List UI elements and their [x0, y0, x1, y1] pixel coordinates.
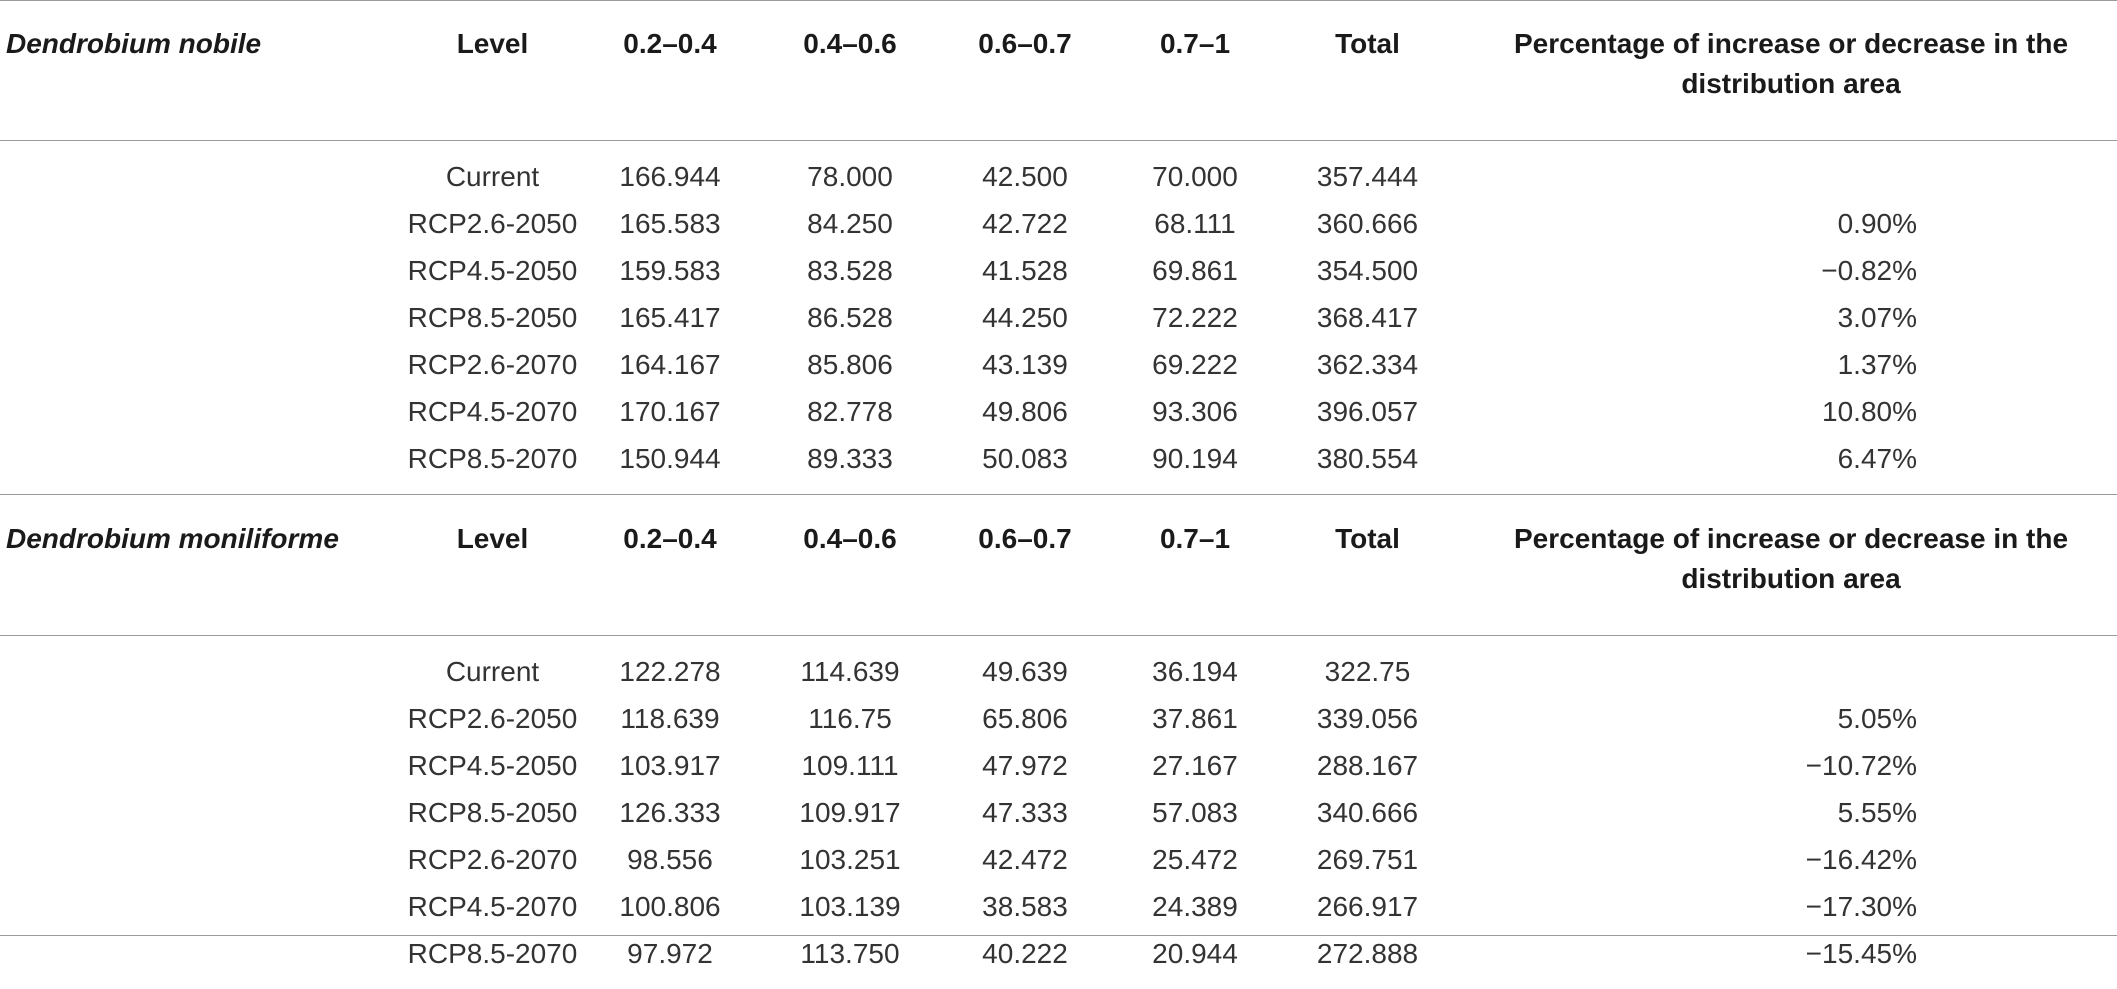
spacer-cell — [0, 977, 2117, 989]
total-cell: 360.666 — [1316, 207, 1419, 239]
range-0-4-0-6-cell: 114.639 — [800, 655, 900, 687]
range-0-6-0-7-cell: 43.139 — [982, 348, 1068, 380]
table-row — [0, 294, 2117, 341]
species-spacer-cell — [0, 153, 405, 200]
top-rule — [0, 0, 2117, 1]
percentage-change-cell: 1.37% — [1837, 348, 1917, 380]
table-row — [0, 648, 2117, 695]
level-cell: RCP8.5-2050 — [407, 301, 578, 333]
level-header: Level — [456, 28, 529, 59]
percentage-change-header: Percentage of increase or decrease in the distribution area — [1513, 523, 2069, 594]
level-cell: RCP8.5-2070 — [407, 937, 578, 969]
species-spacer-cell — [0, 388, 405, 435]
percentage-change-cell: 3.07% — [1837, 301, 1917, 333]
table-row — [0, 153, 2117, 200]
percentage-change-cell: 10.80% — [1822, 395, 1917, 427]
range-0-7-1-cell: 36.194 — [1152, 655, 1238, 687]
total-cell: 288.167 — [1316, 749, 1419, 781]
table-row — [0, 388, 2117, 435]
level-cell: Current — [445, 655, 540, 687]
spacer-row — [0, 141, 2117, 154]
table-row — [0, 695, 2117, 742]
total-cell: 362.334 — [1316, 348, 1419, 380]
range-0-4-0-6-cell: 86.528 — [807, 301, 893, 333]
table-row — [0, 341, 2117, 388]
range-0-2-0-4-cell: 103.917 — [619, 749, 721, 781]
range-0-7-1-cell: 93.306 — [1152, 395, 1238, 427]
level-cell: RCP8.5-2070 — [407, 442, 578, 474]
range-0-4-0-6-cell: 84.250 — [807, 207, 893, 239]
level-cell: RCP4.5-2050 — [407, 749, 578, 781]
range-0-7-1-cell: 69.222 — [1152, 348, 1238, 380]
range-0-2-0-4-cell: 159.583 — [619, 254, 721, 286]
range-0-7-1-header: 0.7–1 — [1159, 523, 1231, 554]
spacer-cell — [0, 482, 2117, 495]
range-0-6-0-7-cell: 42.722 — [982, 207, 1068, 239]
range-0-4-0-6-cell: 82.778 — [807, 395, 893, 427]
percentage-change-cell: −10.72% — [1805, 749, 1917, 781]
range-0-6-0-7-cell: 41.528 — [982, 254, 1068, 286]
range-0-6-0-7-header: 0.6–0.7 — [978, 523, 1072, 554]
level-cell: RCP2.6-2070 — [407, 843, 578, 875]
level-cell: RCP4.5-2070 — [407, 890, 578, 922]
species-spacer-cell — [0, 695, 405, 742]
range-0-6-0-7-cell: 49.639 — [982, 655, 1068, 687]
range-0-6-0-7-cell: 50.083 — [982, 442, 1068, 474]
total-header: Total — [1335, 28, 1400, 59]
range-0-4-0-6-cell: 83.528 — [807, 254, 893, 286]
spacer-cell — [0, 141, 2117, 154]
total-cell: 368.417 — [1316, 301, 1419, 333]
range-0-4-0-6-header: 0.4–0.6 — [803, 523, 897, 554]
percentage-change-cell: −16.42% — [1805, 843, 1917, 875]
spacer-cell — [0, 636, 2117, 649]
range-0-2-0-4-cell: 122.278 — [619, 655, 721, 687]
range-0-4-0-6-header: 0.4–0.6 — [803, 28, 897, 59]
range-0-7-1-cell: 25.472 — [1152, 843, 1238, 875]
range-0-7-1-cell: 69.861 — [1152, 254, 1238, 286]
total-cell: 340.666 — [1316, 796, 1419, 828]
range-0-6-0-7-cell: 47.333 — [982, 796, 1068, 828]
total-cell: 266.917 — [1316, 890, 1419, 922]
table-row — [0, 742, 2117, 789]
spacer-row — [0, 636, 2117, 649]
range-0-7-1-cell: 27.167 — [1152, 749, 1238, 781]
range-0-2-0-4-cell: 170.167 — [619, 395, 721, 427]
bottom-rule — [0, 935, 2117, 936]
total-cell: 396.057 — [1316, 395, 1419, 427]
range-0-7-1-cell: 37.861 — [1152, 702, 1238, 734]
range-0-6-0-7-cell: 49.806 — [982, 395, 1068, 427]
range-0-6-0-7-cell: 42.500 — [982, 160, 1068, 192]
range-0-6-0-7-cell: 40.222 — [982, 937, 1068, 969]
total-cell: 380.554 — [1316, 442, 1419, 474]
range-0-2-0-4-cell: 165.417 — [619, 301, 721, 333]
range-0-6-0-7-cell: 44.250 — [982, 301, 1068, 333]
range-0-2-0-4-cell: 97.972 — [627, 937, 713, 969]
level-cell: RCP2.6-2070 — [407, 348, 578, 380]
species-spacer-cell — [0, 200, 405, 247]
range-0-2-0-4-cell: 118.639 — [620, 702, 720, 734]
percentage-change-cell: −0.82% — [1821, 254, 1917, 286]
range-0-2-0-4-header: 0.2–0.4 — [623, 28, 717, 59]
level-cell: Current — [445, 160, 540, 192]
range-0-4-0-6-cell: 116.75 — [808, 702, 892, 734]
total-cell: 272.888 — [1316, 937, 1419, 969]
range-0-2-0-4-cell: 164.167 — [619, 348, 721, 380]
range-0-2-0-4-header: 0.2–0.4 — [623, 523, 717, 554]
range-0-6-0-7-cell: 65.806 — [982, 702, 1068, 734]
table-row — [0, 435, 2117, 482]
total-cell: 354.500 — [1316, 254, 1419, 286]
percentage-change-cell: 0.90% — [1837, 207, 1917, 239]
range-0-7-1-cell: 20.944 — [1152, 937, 1238, 969]
range-0-4-0-6-cell: 109.111 — [801, 749, 899, 781]
range-0-6-0-7-cell: 38.583 — [982, 890, 1068, 922]
level-cell: RCP2.6-2050 — [407, 702, 578, 734]
range-0-6-0-7-cell: 47.972 — [982, 749, 1068, 781]
range-0-6-0-7-header: 0.6–0.7 — [978, 28, 1072, 59]
table-row — [0, 836, 2117, 883]
range-0-4-0-6-cell: 103.251 — [799, 843, 901, 875]
level-cell: RCP2.6-2050 — [407, 207, 578, 239]
level-cell: RCP8.5-2050 — [407, 796, 578, 828]
species-name: Dendrobium nobile — [6, 28, 262, 59]
percentage-change-cell: 5.55% — [1837, 796, 1917, 828]
species-spacer-cell — [0, 247, 405, 294]
range-0-4-0-6-cell: 89.333 — [807, 442, 893, 474]
range-0-7-1-cell: 72.222 — [1152, 301, 1238, 333]
range-0-7-1-cell: 24.389 — [1152, 890, 1238, 922]
range-0-2-0-4-cell: 166.944 — [619, 160, 721, 192]
range-0-4-0-6-cell: 113.750 — [800, 937, 900, 969]
range-0-7-1-cell: 57.083 — [1152, 796, 1238, 828]
species-spacer-cell — [0, 435, 405, 482]
range-0-7-1-cell: 90.194 — [1152, 442, 1238, 474]
species-spacer-cell — [0, 930, 405, 977]
percentage-change-cell — [1455, 648, 2117, 695]
range-0-7-1-cell: 68.111 — [1154, 207, 1236, 239]
species-spacer-cell — [0, 836, 405, 883]
table-row — [0, 247, 2117, 294]
table-row — [0, 883, 2117, 930]
species-spacer-cell — [0, 648, 405, 695]
percentage-change-cell — [1455, 153, 2117, 200]
table-row — [0, 930, 2117, 977]
percentage-change-cell: 5.05% — [1837, 702, 1917, 734]
range-0-2-0-4-cell: 100.806 — [619, 890, 721, 922]
species-spacer-cell — [0, 789, 405, 836]
species-spacer-cell — [0, 742, 405, 789]
level-cell: RCP4.5-2050 — [407, 254, 578, 286]
range-0-2-0-4-cell: 126.333 — [619, 796, 721, 828]
total-cell: 322.75 — [1324, 655, 1411, 687]
species-spacer-cell — [0, 341, 405, 388]
section-header-row — [0, 495, 2117, 636]
spacer-row — [0, 482, 2117, 495]
range-0-2-0-4-cell: 150.944 — [619, 442, 721, 474]
range-0-7-1-cell: 70.000 — [1152, 160, 1238, 192]
range-0-4-0-6-cell: 85.806 — [807, 348, 893, 380]
range-0-2-0-4-cell: 98.556 — [627, 843, 713, 875]
table-row — [0, 789, 2117, 836]
level-cell: RCP4.5-2070 — [407, 395, 578, 427]
total-cell: 269.751 — [1316, 843, 1419, 875]
species-name: Dendrobium moniliforme — [6, 523, 339, 554]
range-0-2-0-4-cell: 165.583 — [619, 207, 721, 239]
percentage-change-cell: −17.30% — [1805, 890, 1917, 922]
range-0-4-0-6-cell: 78.000 — [807, 160, 893, 192]
range-0-4-0-6-cell: 109.917 — [799, 796, 901, 828]
table-row — [0, 200, 2117, 247]
level-header: Level — [456, 523, 529, 554]
range-0-7-1-header: 0.7–1 — [1159, 28, 1231, 59]
spacer-row — [0, 977, 2117, 989]
section-header-row — [0, 0, 2117, 141]
total-header: Total — [1335, 523, 1400, 554]
species-spacer-cell — [0, 294, 405, 341]
range-0-6-0-7-cell: 42.472 — [982, 843, 1068, 875]
total-cell: 339.056 — [1316, 702, 1419, 734]
range-0-4-0-6-cell: 103.139 — [799, 890, 901, 922]
percentage-change-header: Percentage of increase or decrease in the distribution area — [1513, 28, 2069, 99]
species-spacer-cell — [0, 883, 405, 930]
percentage-change-cell: 6.47% — [1837, 442, 1917, 474]
total-cell: 357.444 — [1316, 160, 1419, 192]
percentage-change-cell: −15.45% — [1805, 937, 1917, 969]
